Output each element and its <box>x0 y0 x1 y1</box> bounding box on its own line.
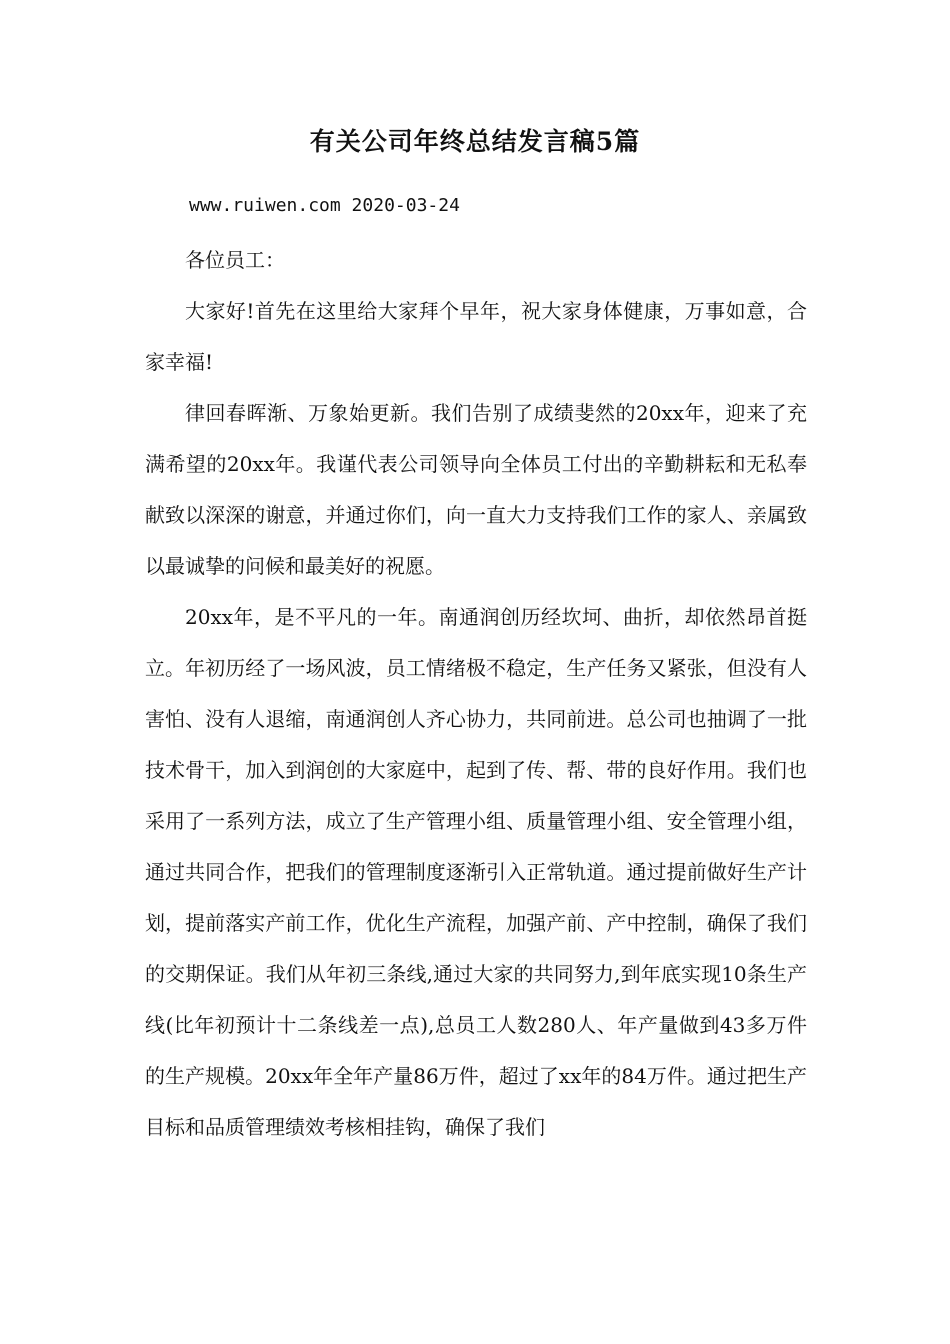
greeting-paragraph: 各位员工： <box>185 248 285 272</box>
document-body <box>145 235 807 1153</box>
body-paragraph: 大家好!首先在这里给大家拜个早年，祝大家身体健康，万事如意，合家幸福! <box>145 299 807 374</box>
body-paragraph: 20xx年，是不平凡的一年。南通润创历经坎坷、曲折，却依然昂首挺立。年初历经了一场风波，员工情绪极不稳定，生产任务又紧张，但没有人害怕、没有人退缩，南通润创人齐心协力，共同前进。总公司也抽调了一批技术骨干，加入到润创的大家庭中，起到了传、帮、带的良好作用。我们也采用了一系列方法，成立了生产管理小组、质量管理小组、安全管理小组，通过共同合作，把我们的管理制度逐渐引入正常轨道。通过提前做好生产计划，提前落实产前工作，优化生产流程，加强产前、产中控制，确保了我们的交期保证。我们从年初三条线,通过大家的共同努力,到年底实现10条生产线(比年初预计十二条线差一点),总员工人数280人、年产量做到43多万件的生产规模。20xx年全年产量86万件，超过了xx年的84万件。通过把生产目标和品质管理绩效考核相挂钩，确保了我们 <box>145 605 807 1139</box>
body-paragraph: 律回春晖渐、万象始更新。我们告别了成绩斐然的20xx年，迎来了充满希望的20xx年。我谨代表公司领导向全体员工付出的辛勤耕耘和无私奉献致以深深的谢意，并通过你们，向一直大力支持我们工作的家人、亲属致以最诚挚的问候和最美好的祝愿。 <box>145 401 807 578</box>
source-date-line: www.ruiwen.com 2020-03-24 <box>189 195 460 216</box>
document-title: 有关公司年终总结发言稿5篇 <box>309 127 641 156</box>
